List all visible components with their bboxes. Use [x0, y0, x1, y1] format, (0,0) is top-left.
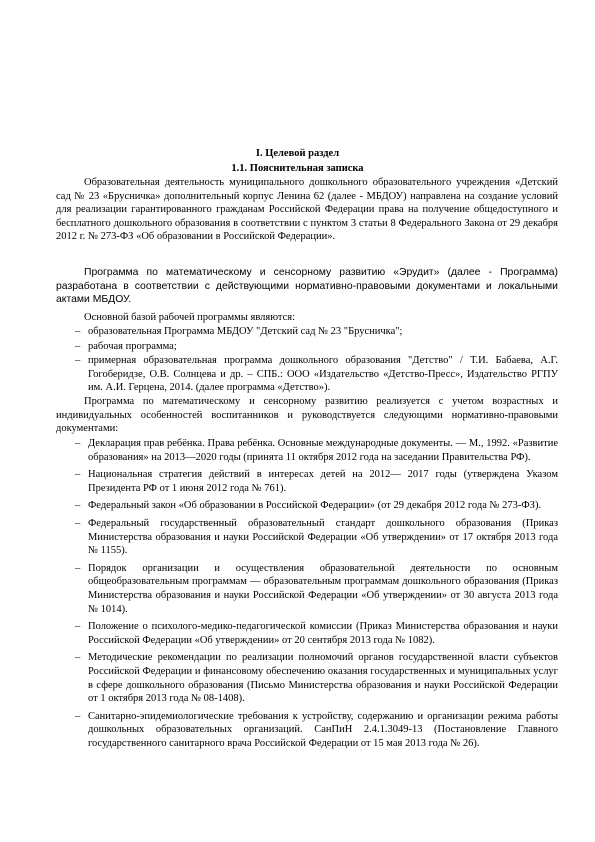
list-item: [56, 651, 558, 705]
list-item-text: рабочая программа;: [88, 340, 177, 352]
list-item: [56, 354, 558, 395]
intro-paragraph: Образовательная деятельность муниципального дошкольного образовательного учреждения «Детский сад № 23 «Брусничка» дополнительный корпус Ленина 62 (далее - МБДОУ) направлена на создание условий для реализации гарантированного гражданам Российской Федерации права на получение общедоступного и бесплатного дошкольного образования в соответствии с пунктом 3 статьи 8 Федерального Закона от 29 декабря 2012 г. № 273-ФЗ «Об образовании в Российской Федерации».: [56, 177, 558, 243]
list-item: [56, 499, 558, 513]
bullet-dash: –: [75, 438, 81, 449]
program-paragraph: Программа по математическому и сенсорному развитию «Эрудит» (далее - Программа) разработана в соответствии с действующими нормативно-правовыми документами и локальными актами МБДОУ.: [56, 267, 558, 306]
list-item-text: образовательная Программа МБДОУ "Детский сад № 23 "Брусничка";: [88, 326, 403, 337]
list-item-text: Декларация прав ребёнка. Права ребёнка. Основные международные документы. — М., 1992. «Развитие образования» на 2013—2020 годы (принята 11 октября 2012 года на заседании Правительства РФ).: [88, 438, 558, 463]
bullet-dash: –: [75, 355, 81, 367]
list-item-text: Методические рекомендации по реализации полномочий органов государственной власти субъектов Российской Федерации и финансовому обеспечению оказания государственных и муниципальных услуг в сфере дошкольного образования (Письмо Министерства образования и науки Российской Федерации от 1 октября 2013 года № 08-1408).: [88, 652, 558, 705]
documents-list: [56, 437, 558, 754]
list-item-text: Федеральный закон «Об образовании в Российской Федерации» (от 29 декабря 2012 года № 273-ФЗ).: [88, 500, 542, 512]
bullet-dash: –: [75, 621, 81, 633]
list-item: [56, 710, 558, 751]
bullet-dash: –: [75, 652, 81, 664]
bullet-dash: –: [75, 340, 81, 352]
list-item-text: Положение о психолого-медико-педагогической комиссии (Приказ Министерства образования и науки Российской Федерации «Об утверждении» от 20 сентября 2013 года № 1082).: [88, 621, 558, 646]
list-item-text: Федеральный государственный образовательный стандарт дошкольного образования (Приказ Министерства образования и науки Российской Федерации «Об утверждении» от 17 октября 2013 года № 1155).: [88, 517, 558, 557]
list-item: [56, 325, 558, 339]
list-item: [56, 340, 558, 354]
based-paragraph: Программа по математическому и сенсорному развитию реализуется с учетом возрастных и индивидуальных особенностей воспитанников и руководствуется следующими нормативно-правовыми документами:: [56, 396, 558, 435]
section-subtitle: 1.1. Пояснительная записка: [231, 163, 364, 174]
section-title: I. Целевой раздел: [255, 148, 340, 159]
bullet-dash: –: [75, 469, 81, 481]
bullet-dash: –: [75, 562, 81, 574]
list-item: [56, 517, 558, 558]
base-list: [56, 325, 558, 396]
list-item: [56, 562, 558, 616]
base-label: Основной базой рабочей программы являются:: [84, 312, 296, 323]
list-item: [56, 468, 558, 495]
list-item-text: примерная образовательная программа дошкольного образования "Детство" / Т.И. Бабаева, А.Г. Гогоберидзе, О.В. Солнцева и др. – СПБ.: ООО «Издательство «Детство-Пресс», Издательство РГПУ им. А.И. Герцена, 2014. (далее программа «Детство»).: [88, 355, 558, 394]
bullet-dash: –: [75, 710, 81, 722]
list-item-text: Порядок организации и осуществления образовательной деятельности по основным общеобразовательным программам — образовательным программам дошкольного образования (Приказ Министерства образования и науки Российской Федерации «Об утверждении» от 30 августа 2013 года № 1014).: [88, 562, 558, 615]
bullet-dash: –: [75, 326, 81, 337]
list-item-text: Санитарно-эпидемиологические требования к устройству, содержанию и организации режима работы дошкольных образовательных организаций. СанПиН 2.4.1.3049-13 (Постановление Главного государственного санитарного врача Российской Федерации от 15 мая 2013 года № 26).: [88, 710, 558, 749]
list-item: [56, 437, 558, 464]
list-item: [56, 620, 558, 647]
bullet-dash: –: [75, 517, 81, 529]
bullet-dash: –: [75, 500, 81, 512]
list-item-text: Национальная стратегия действий в интересах детей на 2012— 2017 годы (утверждена Указом Президента РФ от 1 июня 2012 года № 761).: [88, 469, 558, 494]
